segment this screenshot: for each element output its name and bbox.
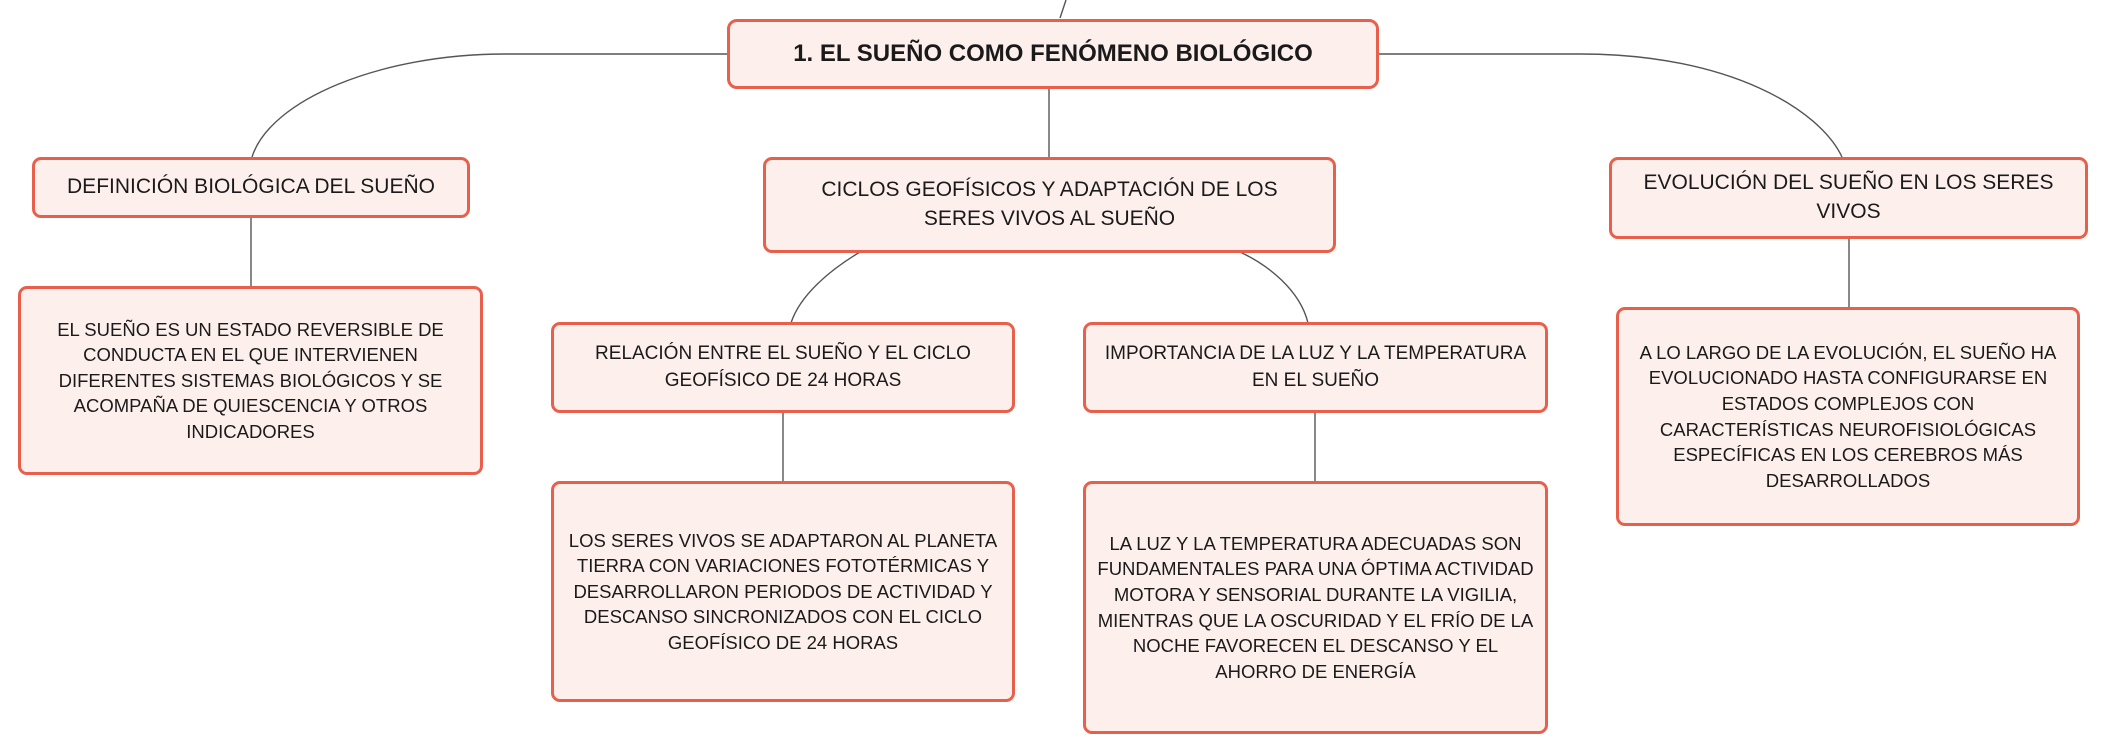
- importance-topic-label: IMPORTANCIA DE LA LUZ Y LA TEMPERATURA EN EL SUEÑO: [1104, 343, 1527, 391]
- connector-parent-up: [1060, 0, 1066, 18]
- connector-cycles-to-importance: [1240, 252, 1308, 323]
- connector-root-to-definition: [252, 54, 730, 157]
- relation-detail-node[interactable]: [551, 481, 1015, 702]
- root-topic-label: 1. EL SUEÑO COMO FENÓMENO BIOLÓGICO: [793, 40, 1313, 68]
- connector-cycles-to-relation: [791, 252, 860, 323]
- definition-detail-text: EL SUEÑO ES UN ESTADO REVERSIBLE DE CONDUCTA EN EL QUE INTERVIENEN DIFERENTES SISTEMAS BIOLÓGICOS Y SE ACOMPAÑA DE QUIESCENCIA Y OTROS INDICADORES: [57, 318, 444, 442]
- importance-topic-node[interactable]: [1083, 322, 1548, 413]
- cycles-topic-node[interactable]: [763, 157, 1336, 253]
- evolution-detail-node[interactable]: [1616, 307, 2080, 526]
- relation-detail-text: LOS SERES VIVOS SE ADAPTARON AL PLANETA TIERRA CON VARIACIONES FOTOTÉRMICAS Y DESARROLLARON PERIODOS DE ACTIVIDAD Y DESCANSO SINCRONIZADOS CON EL CICLO GEOFÍSICO DE 24 HORAS: [568, 529, 998, 653]
- importance-detail-text: LA LUZ Y LA TEMPERATURA ADECUADAS SON FUNDAMENTALES PARA UNA ÓPTIMA ACTIVIDAD MOTORA Y SENSORIAL DURANTE LA VIGILIA, MIENTRAS QUE LA OSCURIDAD Y EL FRÍO DE LA NOCHE FAVORECEN EL DESCANSO Y EL AHORRO DE ENERGÍA: [1097, 532, 1534, 682]
- root-topic-node[interactable]: [727, 19, 1379, 89]
- relation-topic-label: RELACIÓN ENTRE EL SUEÑO Y EL CICLO GEOFÍSICO DE 24 HORAS: [595, 343, 971, 391]
- importance-detail-node[interactable]: [1083, 481, 1548, 734]
- evolution-topic-label: EVOLUCIÓN DEL SUEÑO EN LOS SERES VIVOS: [1643, 171, 2054, 223]
- definition-topic-node[interactable]: [32, 157, 470, 218]
- evolution-detail-text: A LO LARGO DE LA EVOLUCIÓN, EL SUEÑO HA EVOLUCIONADO HASTA CONFIGURARSE EN ESTADOS COMPLEJOS CON CARACTERÍSTICAS NEUROFISIOLÓGICAS ESPECÍFICAS EN LOS CEREBROS MÁS DESARROLLADOS: [1639, 341, 2057, 491]
- definition-detail-node[interactable]: [18, 286, 483, 475]
- evolution-topic-node[interactable]: [1609, 157, 2088, 239]
- relation-topic-node[interactable]: [551, 322, 1015, 413]
- cycles-topic-label: CICLOS GEOFÍSICOS Y ADAPTACIÓN DE LOS SERES VIVOS AL SUEÑO: [821, 178, 1278, 230]
- definition-topic-label: DEFINICIÓN BIOLÓGICA DEL SUEÑO: [67, 175, 435, 199]
- connector-root-to-evolution: [1378, 54, 1842, 157]
